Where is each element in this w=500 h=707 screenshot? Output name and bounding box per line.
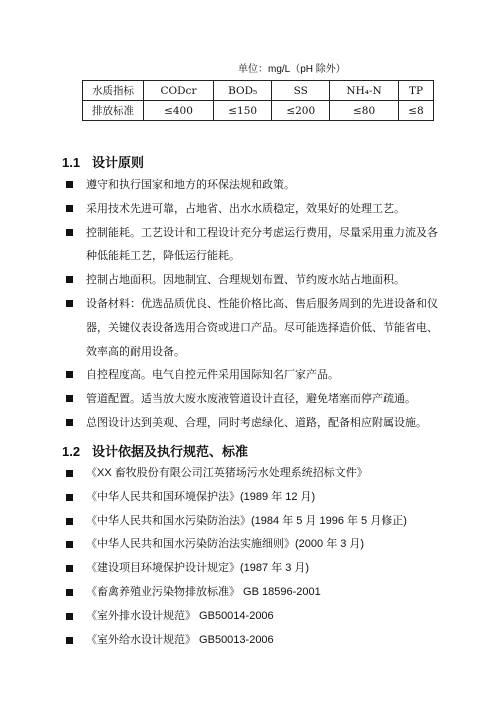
list-item (66, 387, 446, 411)
list-item-text: 采用技术先进可靠，占地省、出水水质稳定，效果好的处理工艺。 (86, 201, 405, 215)
table-cell: NH₄-N (330, 81, 399, 101)
square-bullet-icon (66, 300, 73, 307)
list-item (66, 197, 446, 221)
table-cell: 水质指标 (83, 81, 144, 101)
list-item (66, 292, 446, 363)
section-heading-design-basis (62, 441, 248, 460)
table-cell: TP (398, 81, 433, 101)
list-item-text: 控制能耗。工艺设计和工程设计充分考虑运行费用，尽量采用重力流及各种低能耗工艺，降低运行能耗。 (86, 225, 438, 263)
list-item-text: 管道配置。适当放大废水废液管道设计直径，避免堵塞而停产疏通。 (86, 392, 416, 406)
square-bullet-icon (66, 229, 73, 236)
square-bullet-icon (66, 470, 73, 477)
list-item-text: 自控程度高。电气自控元件采用国际知名厂家产品。 (86, 368, 339, 382)
section-number: 1.1 (62, 155, 81, 170)
table-cell: SS (272, 81, 330, 101)
square-bullet-icon (66, 613, 73, 620)
section-number: 1.2 (62, 444, 81, 459)
list-item-text: 总图设计达到美观、合理，同时考虑绿化、道路，配备相应附属设施。 (86, 415, 427, 429)
section-title: 设计原则 (92, 155, 145, 170)
square-bullet-icon (66, 205, 73, 212)
list-item-text: 《畜禽养殖业污染物排放标准》 GB 18596-2001 (86, 585, 321, 598)
square-bullet-icon (66, 637, 73, 644)
list-item-text: 控制占地面积。因地制宜、合理规划布置、节约废水站占地面积。 (86, 273, 405, 287)
table-cell: ≤200 (272, 101, 330, 121)
list-item (66, 363, 446, 387)
list-item-text: 《室外给水设计规范》 GB50013-2006 (86, 633, 274, 646)
list-item (66, 411, 446, 435)
unit-note: 单位：mg/L（pH 除外） (238, 64, 346, 75)
table-cell: BOD₅ (213, 81, 271, 101)
square-bullet-icon (66, 181, 73, 188)
list-item-text: 设备材料：优选品质优良、性能价格比高、售后服务周到的先进设备和仪器，关键仪表设备选用合资或进口产品。尽可能选择造价低、节能省电、效率高的耐用设备。 (86, 296, 438, 358)
table-cell: ≤150 (213, 101, 271, 121)
square-bullet-icon (66, 565, 73, 572)
discharge-standard-table (82, 80, 434, 121)
list-item-text: 《中华人民共和国环境保护法》(1989 年 12 月) (86, 490, 316, 503)
list-item-text: 《室外排水设计规范》 GB50014-2006 (86, 609, 274, 622)
square-bullet-icon (66, 589, 73, 596)
list-item (66, 173, 446, 197)
table-row (83, 101, 434, 121)
design-principles-list (66, 173, 446, 435)
list-item-text: 遵守和执行国家和地方的环保法规和政策。 (86, 178, 295, 191)
square-bullet-icon (66, 395, 73, 402)
table-header-row (83, 81, 434, 101)
list-item (66, 533, 446, 557)
list-item (66, 581, 446, 605)
section-title: 设计依据及执行规范、标准 (92, 444, 249, 459)
list-item-text: 《中华人民共和国水污染防治法》(1984 年 5 月 1996 年 5 月修正) (86, 514, 407, 527)
list-item-text: 《XX 畜牧股份有限公司江英猪场污水处理系统招标文件》 (86, 467, 368, 479)
square-bullet-icon (66, 518, 73, 525)
design-basis-list (66, 462, 446, 652)
square-bullet-icon (66, 276, 73, 283)
list-item (66, 629, 446, 653)
square-bullet-icon (66, 419, 73, 426)
table-cell: ≤80 (330, 101, 399, 121)
section-heading-design-principles (62, 152, 144, 171)
list-item (66, 510, 446, 534)
list-item (66, 268, 446, 292)
list-item (66, 486, 446, 510)
square-bullet-icon (66, 494, 73, 501)
list-item (66, 557, 446, 581)
table-cell: ≤8 (398, 101, 433, 121)
table-cell: 排放标准 (83, 101, 144, 121)
list-item-text: 《中华人民共和国水污染防治法实施细则》(2000 年 3 月) (86, 538, 365, 551)
table-cell: CODcr (144, 81, 214, 101)
square-bullet-icon (66, 541, 73, 548)
list-item-text: 《建设项目环境保护设计规定》(1987 年 3 月) (86, 562, 310, 575)
list-item (66, 221, 446, 269)
list-item (66, 605, 446, 629)
table-cell: ≤400 (144, 101, 214, 121)
list-item (66, 462, 446, 486)
square-bullet-icon (66, 371, 73, 378)
